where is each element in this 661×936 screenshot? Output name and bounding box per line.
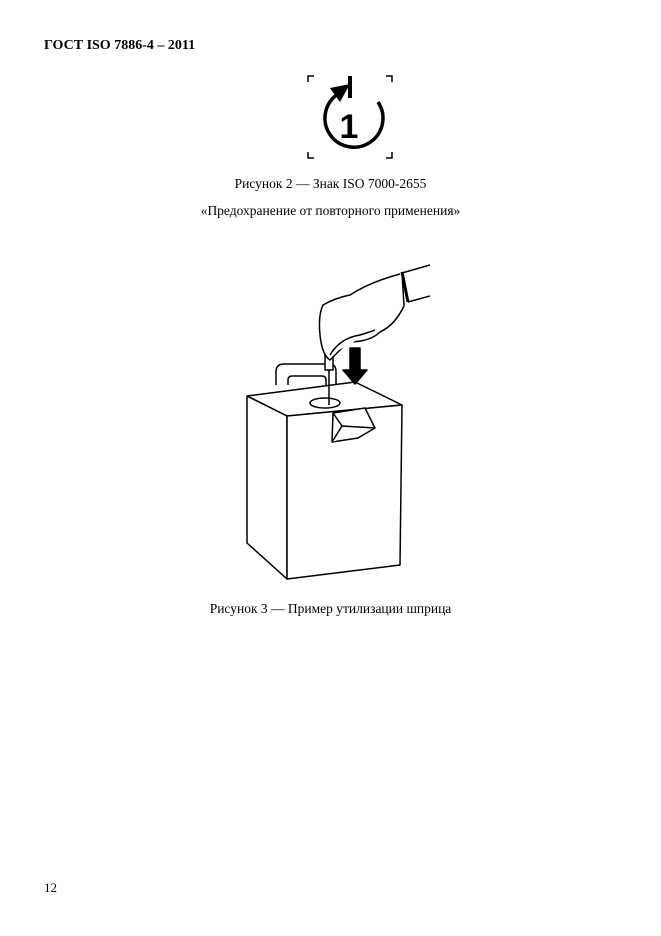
document-header: ГОСТ ISO 7886-4 – 2011: [44, 38, 196, 53]
symbol-number: 1: [339, 108, 359, 146]
figure2-subtitle: «Предохранение от повторного применения»: [200, 203, 461, 218]
do-not-reuse-symbol: [300, 72, 400, 164]
syringe-disposal-illustration: [230, 260, 430, 600]
figure2-caption: Рисунок 2 — Знак ISO 7000-2655: [234, 176, 427, 191]
page-number: 12: [44, 880, 57, 895]
figure3-caption: Рисунок 3 — Пример утилизации шприца: [209, 601, 452, 616]
